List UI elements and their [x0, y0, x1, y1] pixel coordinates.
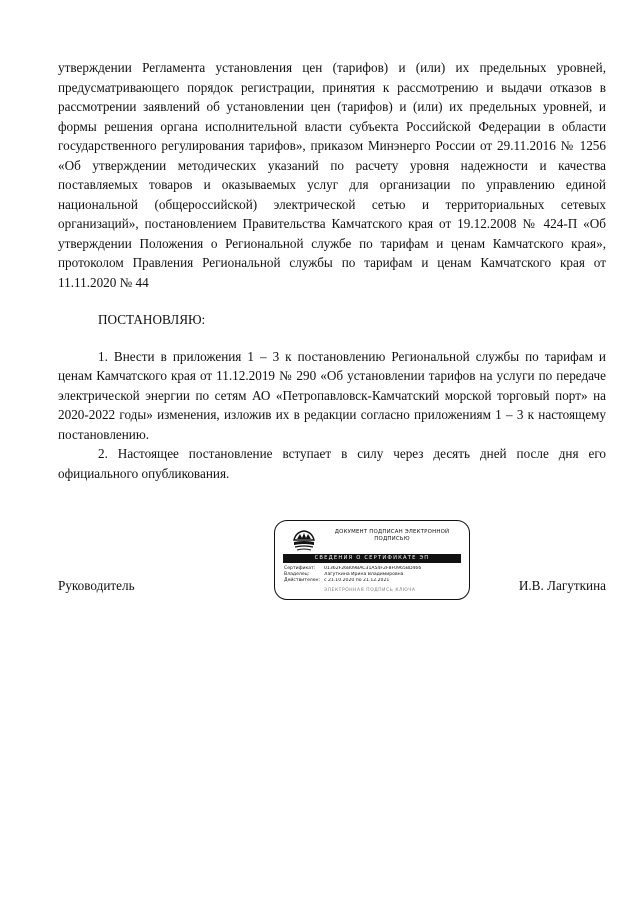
stamp-row-owner: Владелец: Лагуткина Ирина Владимировна — [284, 572, 404, 578]
e-signature-stamp — [274, 520, 470, 600]
item-1: 1. Внести в приложения 1 – 3 к постановлению Региональной службы по тарифам и ценам Камчатского края от 11.12.2019 № 290 «Об установлении тарифов на услуги по передаче электрической энергии по сетям АО «Петропавловск-Камчатский морской торговый порт» на 2020-2022 годы» изменения, изложив их в редакции согласно приложениям 1 – 3 к настоящему постановлению. — [58, 348, 606, 442]
paragraph-intro: утверждении Регламента установления цен (тарифов) и (или) их предельных уровней, предусматривающего порядок регистрации, принятия к рассмотрению и выдачи отказов в рассмотрении заявлений об установлении цен (тарифов) и (или) их предельных уровней, и формы решения органа исполнительной власти субъекта Российской Федерации в области государственного регулирования тарифов», приказом Минэнерго России от 29.11.2016 № 1256 «Об утверждении методических указаний по расчету уровня надежности и качества поставляемых товаров и оказываемых услуг для организации по управлению единой национальной (общероссийской) электрической сетью и территориальных сетевых организаций», постановлением Правительства Камчатского края от 19.12.2008 № 424-П «Об утверждении Положения о Региональной службе по тарифам и ценам Камчатского края», протоколом Правления Региональной службы по тарифам и ценам Камчатского края от 11.11.2020 № 44 — [58, 60, 606, 290]
stamp-certificate-bar: СВЕДЕНИЯ О СЕРТИФИКАТЕ ЭП — [283, 554, 461, 563]
resolve-heading: ПОСТАНОВЛЯЮ: — [98, 312, 206, 327]
stamp-title: ДОКУМЕНТ ПОДПИСАН ЭЛЕКТРОННОЙ ПОДПИСЬЮ — [334, 529, 450, 542]
stamp-footer: ЭЛЕКТРОННАЯ ПОДПИСЬ КЛЮЧА — [324, 588, 416, 593]
stamp-row-valid: Действителен: с 21.10.2020 по 21.12.2021 — [284, 578, 390, 584]
stamp-details — [284, 566, 464, 585]
signature-block — [58, 520, 606, 600]
item-2: 2. Настоящее постановление вступает в силу через десять дней после дня его официального опубликования. — [58, 446, 606, 481]
stamp-row-certificate: Сертификат: 01362F26B09BAC31A54F2F8F0965BD466 — [284, 566, 422, 571]
signer-name: И.В. Лагуткина — [518, 578, 606, 593]
signer-position: Руководитель — [58, 578, 135, 593]
document-body — [58, 58, 606, 483]
coat-of-arms-icon — [291, 527, 317, 553]
